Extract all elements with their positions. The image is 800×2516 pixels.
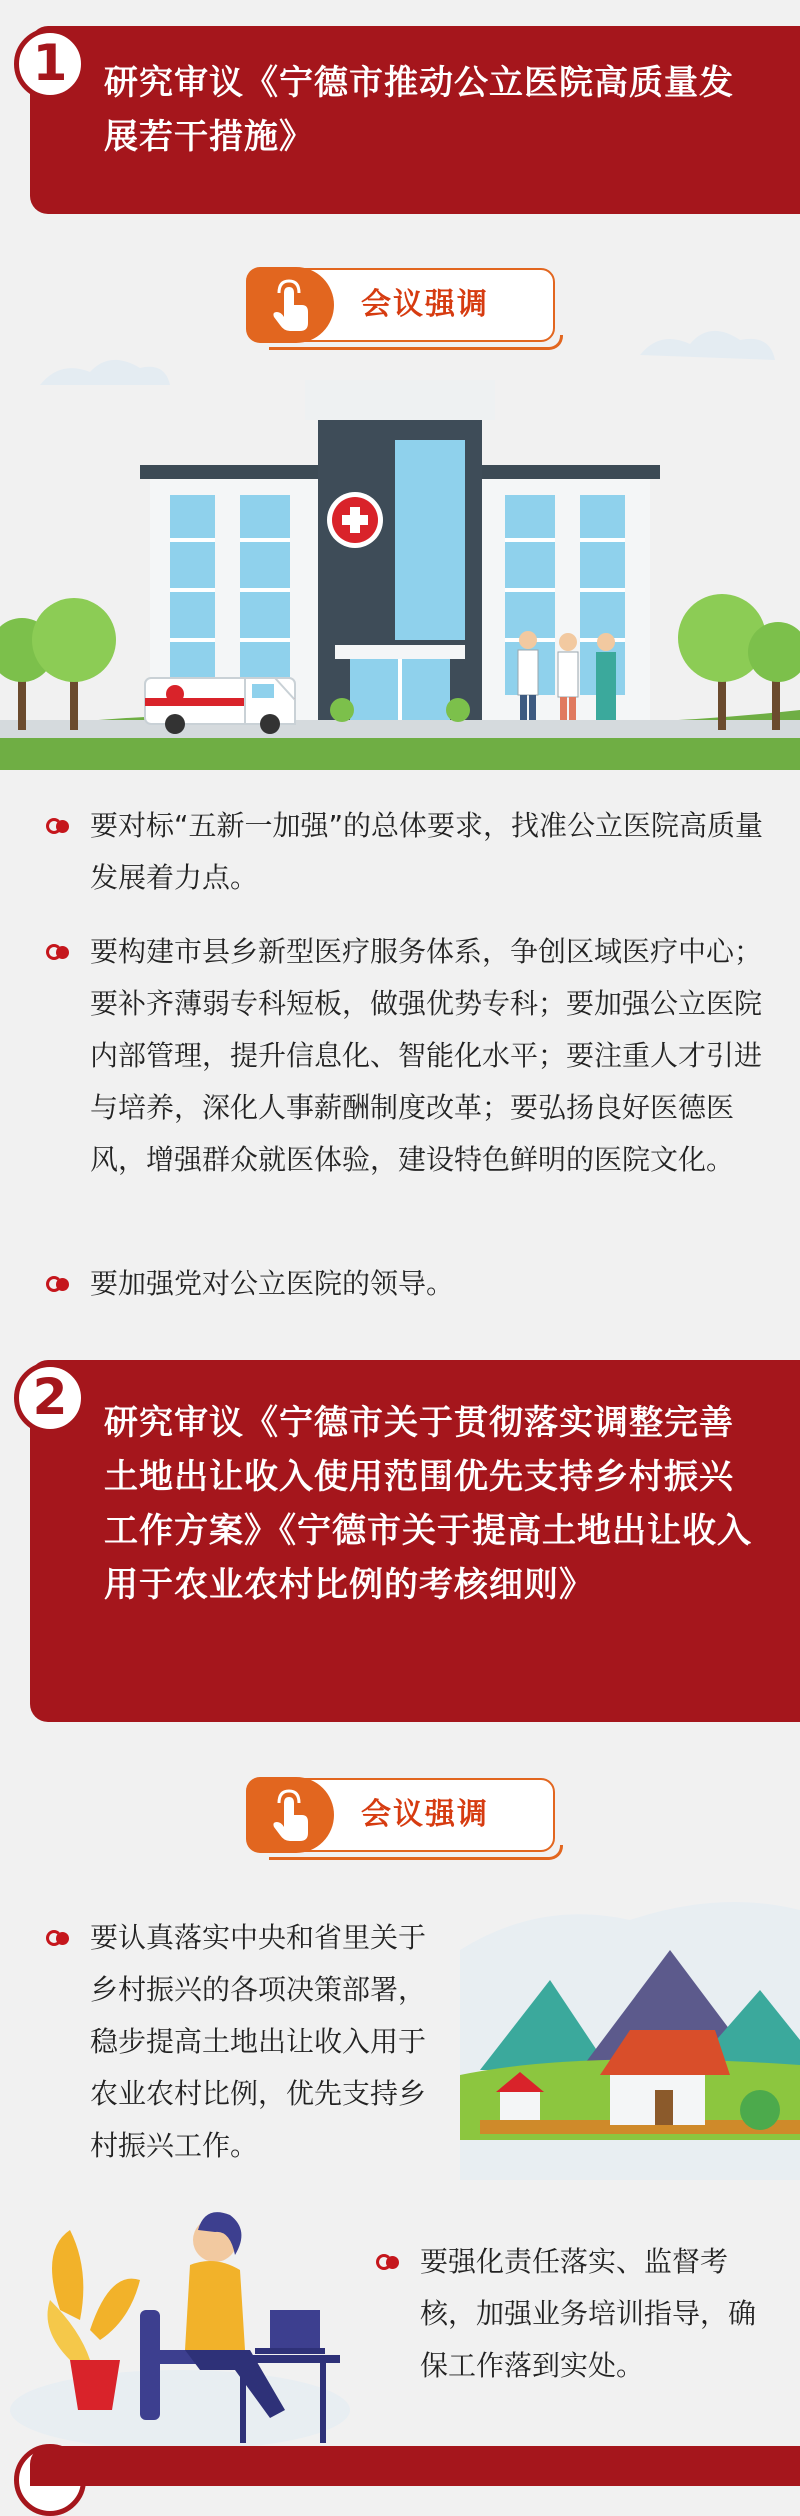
bullet-text: 要对标“五新一加强”的总体要求，找准公立医院高质量发展着力点。 bbox=[90, 809, 764, 894]
bullet-item bbox=[90, 926, 770, 1186]
bullet-marker-icon bbox=[376, 2254, 404, 2270]
bullet-item bbox=[90, 800, 770, 904]
section-title-banner bbox=[30, 26, 800, 214]
section-title-banner bbox=[30, 1360, 800, 1722]
bullet-item bbox=[90, 1912, 450, 2172]
bullet-marker-icon bbox=[46, 1930, 74, 1946]
village-illustration bbox=[460, 1880, 800, 2180]
pill-label: 会议强调 bbox=[361, 1797, 489, 1832]
next-section-banner-partial bbox=[30, 2446, 800, 2486]
bullet-marker-icon bbox=[46, 818, 74, 834]
bullet-marker-icon bbox=[46, 944, 74, 960]
bullet-text: 要认真落实中央和省里关于乡村振兴的各项决策部署，稳步提高土地出让收入用于农业农村比例，优先支持乡村振兴工作。 bbox=[90, 1921, 427, 2162]
bullet-marker-icon bbox=[46, 1276, 74, 1292]
hospital-illustration bbox=[0, 300, 800, 770]
bullet-text: 要加强党对公立医院的领导。 bbox=[90, 1267, 455, 1300]
hand-pointer-icon bbox=[246, 1777, 334, 1853]
section-number-badge: 2 bbox=[14, 1362, 86, 1434]
section-title: 研究审议《宁德市推动公立医院高质量发展若干措施》 bbox=[104, 63, 734, 157]
pill-shadow bbox=[269, 1845, 563, 1860]
bullet-item bbox=[90, 1258, 770, 1310]
person-at-laptop-illustration bbox=[0, 2160, 360, 2466]
section-number-badge: 1 bbox=[14, 28, 86, 100]
meeting-emphasis-pill bbox=[247, 1778, 555, 1852]
bullet-text: 要强化责任落实、监督考核，加强业务培训指导，确保工作落到实处。 bbox=[420, 2245, 757, 2382]
pill-label: 会议强调 bbox=[361, 287, 489, 322]
section-title: 研究审议《宁德市关于贯彻落实调整完善土地出让收入使用范围优先支持乡村振兴工作方案》《宁德市关于提高土地出让收入用于农业农村比例的考核细则》 bbox=[104, 1403, 752, 1605]
bullet-text: 要构建市县乡新型医疗服务体系，争创区域医疗中心；要补齐薄弱专科短板，做强优势专科；要加强公立医院内部管理，提升信息化、智能化水平；要注重人才引进与培养，深化人事薪酬制度改革；要弘扬良好医德医风，增强群众就医体验，建设特色鲜明的医院文化。 bbox=[90, 935, 763, 1176]
bullet-item bbox=[420, 2236, 780, 2392]
